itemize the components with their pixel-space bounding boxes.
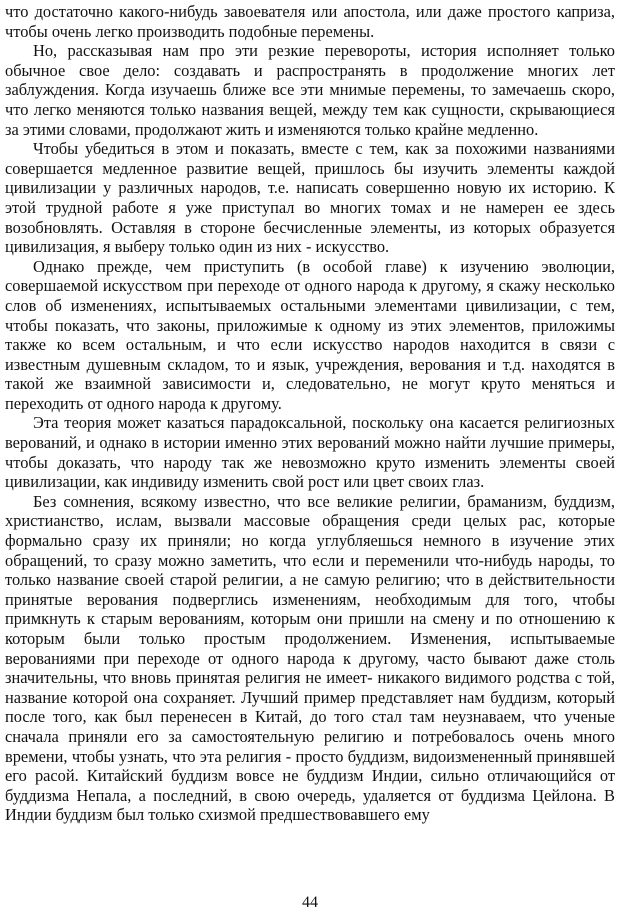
paragraph-4: Однако прежде, чем приступить (в особой главе) к изучению эволюции, совершаемой искусством при переходе от одного народа к другому, я скажу несколько слов об изменениях, испытываемых остальными элементами цивилизации, с тем, чтобы показать, что законы, приложимые к одному из этих элементов, приложимы также ко всем остальным, и что если искусство народов находится в связи с известным душевным складом, то и язык, учреждения, верования и т.д. находятся в такой же взаимной зависимости и, следовательно, не могут круто меняться и переходить от одного народа к другому. (5, 256, 615, 413)
paragraph-3: Чтобы убедиться в этом и показать, вместе с тем, как за похожими названиями совершается медленное развитие вещей, пришлось бы изучить элементы каждой цивилизации у различных народов, т.е. написать совершенно новую их историю. К этой трудной работе я уже приступал во многих томах и не намерен ее здесь возобновлять. Оставляя в стороне бесчисленные элементы, из которых образуется цивилизация, я выберу только один из них - искусство. (5, 139, 615, 257)
paragraph-2: Но, рассказывая нам про эти резкие перевороты, история исполняет только обычное свое дело: создавать и распространять в продолжение многих лет заблуждения. Когда изучаешь ближе все эти мнимые перемены, то замечаешь скоро, что легко меняются только названия вещей, между тем как сущности, скрывающиеся за этими словами, продолжают жить и изменяются только крайне медленно. (5, 41, 615, 139)
page-text (5, 2, 615, 825)
page-number: 44 (302, 894, 318, 911)
paragraph-6: Без сомнения, всякому известно, что все великие религии, браманизм, буддизм, христианство, ислам, вызвали массовые обращения среди целых рас, которые формально сразу их приняли; но когда углубляешься немного в изучение этих обращений, то сразу можно заметить, что если и переменили что-нибудь народы, то только название своей старой религии, а не самую религию; что в действительности принятые верования подверглись изменениям, необходимым для того, чтобы примкнуть к старым верованиям, которым они пришли на смену и по отношению к которым были только простым продолжением. Изменения, испытываемые верованиями при переходе от одного народа к другому, часто бывают даже столь значительны, что вновь принятая религия не имеет- никакого видимого родства с той, название которой она сохраняет. Лучший пример представляет нам буддизм, который после того, как был перенесен в Китай, до того стал там неузнаваем, что ученые сначала приняли его за самостоятельную религию и потребовалось очень много времени, чтобы узнать, что эта религия - просто буддизм, видоизмененный принявшей его расой. Китайский буддизм вовсе не буддизм Индии, сильно отличающийся от буддизма Непала, а последний, в свою очередь, удаляется от буддизма Цейлона. В Индии буддизм был только схизмой предшествовавшего ему (5, 491, 615, 825)
paragraph-5: Эта теория может казаться парадоксальной, поскольку она касается религиозных верований, и однако в истории именно этих верований можно найти лучшие примеры, чтобы доказать, что народу так же невозможно круто изменить элементы своей цивилизации, как индивиду изменить свой рост или цвет своих глаз. (5, 413, 615, 492)
paragraph-1: что достаточно какого-нибудь завоевателя или апостола, или даже простого каприза, чтобы очень легко производить подобные перемены. (5, 2, 615, 41)
